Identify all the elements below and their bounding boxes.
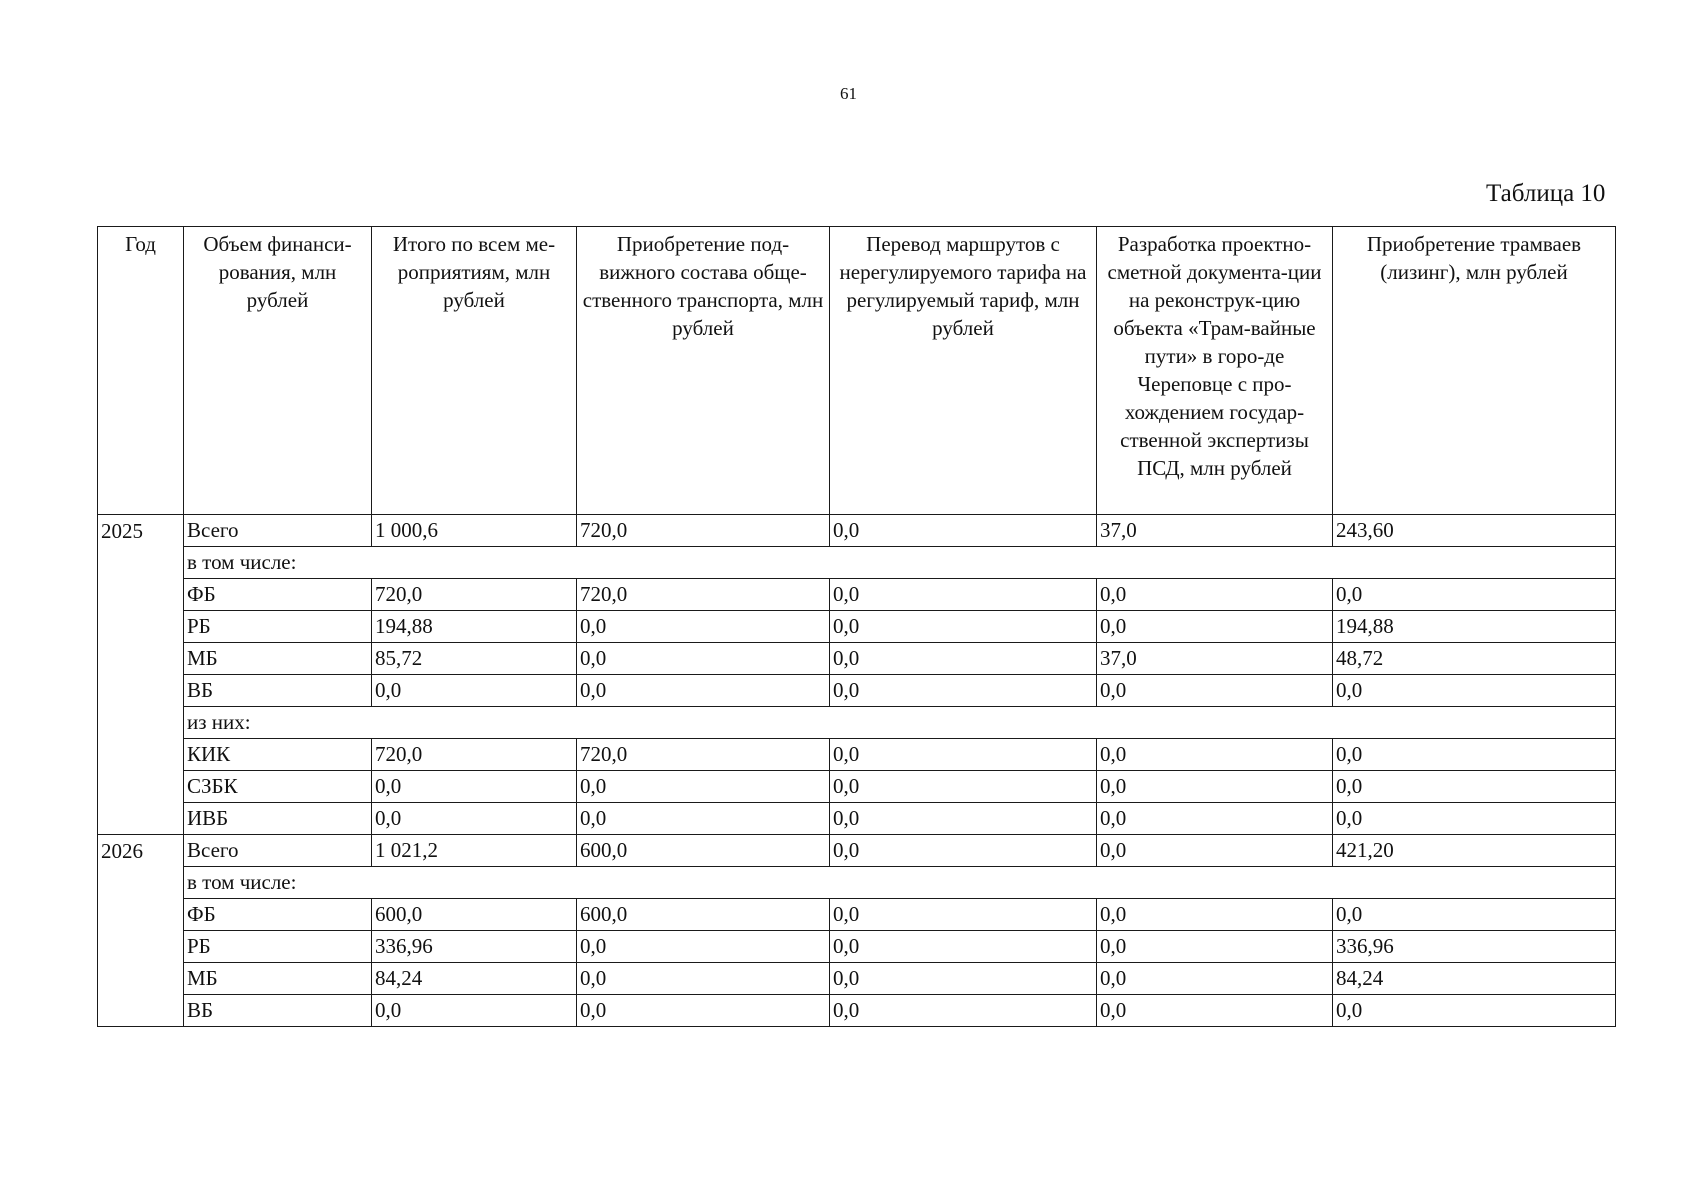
value-cell: 0,0 (577, 995, 830, 1027)
header-volume: Объем финанси-рования, млн рублей (184, 227, 372, 515)
year-cell: 2026 (98, 835, 184, 1027)
table-row (98, 931, 1616, 963)
value-cell: 0,0 (1333, 771, 1616, 803)
value-cell: 194,88 (372, 611, 577, 643)
subheader-row (98, 547, 1616, 579)
value-cell: 0,0 (1333, 803, 1616, 835)
value-cell: 1 000,6 (372, 515, 577, 547)
value-cell: 37,0 (1097, 515, 1333, 547)
value-cell: 0,0 (830, 995, 1097, 1027)
row-label: КИК (184, 739, 372, 771)
header-total: Итого по всем ме-роприятиям, млн рублей (372, 227, 577, 515)
value-cell: 243,60 (1333, 515, 1616, 547)
subheader-label: в том числе: (184, 547, 1616, 579)
row-label: ВБ (184, 675, 372, 707)
value-cell: 600,0 (372, 899, 577, 931)
table-row (98, 803, 1616, 835)
header-design: Разработка проектно-сметной документа-ции на реконструк-цию объекта «Трам-вайные пути» в горо-де Череповце с про-хождением государ-ственной экспертизы ПСД, млн рублей (1097, 227, 1333, 515)
table-row (98, 995, 1616, 1027)
value-cell: 0,0 (830, 611, 1097, 643)
value-cell: 0,0 (1097, 771, 1333, 803)
value-cell: 0,0 (830, 579, 1097, 611)
value-cell: 720,0 (372, 579, 577, 611)
subheader-row (98, 867, 1616, 899)
value-cell: 0,0 (1333, 579, 1616, 611)
value-cell: 0,0 (372, 995, 577, 1027)
value-cell: 0,0 (830, 739, 1097, 771)
value-cell: 0,0 (372, 803, 577, 835)
table-row (98, 963, 1616, 995)
value-cell: 0,0 (577, 611, 830, 643)
value-cell: 84,24 (1333, 963, 1616, 995)
value-cell: 0,0 (1097, 579, 1333, 611)
row-label: МБ (184, 643, 372, 675)
value-cell: 0,0 (1097, 739, 1333, 771)
value-cell: 85,72 (372, 643, 577, 675)
table-row (98, 899, 1616, 931)
value-cell: 0,0 (830, 835, 1097, 867)
row-label: МБ (184, 963, 372, 995)
header-year: Год (98, 227, 184, 515)
value-cell: 0,0 (372, 675, 577, 707)
row-label: СЗБК (184, 771, 372, 803)
value-cell: 0,0 (1097, 995, 1333, 1027)
value-cell: 1 021,2 (372, 835, 577, 867)
row-label: ФБ (184, 899, 372, 931)
value-cell: 0,0 (577, 963, 830, 995)
row-label: ФБ (184, 579, 372, 611)
value-cell: 0,0 (1333, 995, 1616, 1027)
value-cell: 0,0 (577, 803, 830, 835)
value-cell: 0,0 (1097, 675, 1333, 707)
header-rolling-stock: Приобретение под-вижного состава обще-ственного транспорта, млн рублей (577, 227, 830, 515)
value-cell: 0,0 (1097, 611, 1333, 643)
value-cell: 336,96 (1333, 931, 1616, 963)
row-label: РБ (184, 611, 372, 643)
value-cell: 194,88 (1333, 611, 1616, 643)
header-tariff: Перевод маршрутов с нерегулируемого тарифа на регулируемый тариф, млн рублей (830, 227, 1097, 515)
value-cell: 0,0 (1097, 931, 1333, 963)
header-row (98, 227, 1616, 515)
value-cell: 0,0 (1097, 803, 1333, 835)
subheader-row (98, 707, 1616, 739)
value-cell: 48,72 (1333, 643, 1616, 675)
value-cell: 0,0 (577, 771, 830, 803)
table-row (98, 643, 1616, 675)
value-cell: 720,0 (577, 579, 830, 611)
row-label: ИВБ (184, 803, 372, 835)
value-cell: 0,0 (1333, 899, 1616, 931)
value-cell: 336,96 (372, 931, 577, 963)
value-cell: 0,0 (830, 931, 1097, 963)
value-cell: 720,0 (577, 739, 830, 771)
value-cell: 0,0 (1333, 739, 1616, 771)
value-cell: 0,0 (577, 643, 830, 675)
value-cell: 0,0 (577, 931, 830, 963)
financing-table (97, 226, 1616, 1027)
value-cell: 0,0 (1333, 675, 1616, 707)
table-row (98, 739, 1616, 771)
value-cell: 600,0 (577, 835, 830, 867)
value-cell: 0,0 (372, 771, 577, 803)
year-cell: 2025 (98, 515, 184, 835)
value-cell: 421,20 (1333, 835, 1616, 867)
value-cell: 0,0 (830, 515, 1097, 547)
value-cell: 0,0 (1097, 963, 1333, 995)
value-cell: 0,0 (830, 643, 1097, 675)
value-cell: 0,0 (830, 899, 1097, 931)
value-cell: 600,0 (577, 899, 830, 931)
value-cell: 0,0 (830, 963, 1097, 995)
table-row (98, 675, 1616, 707)
table-row (98, 611, 1616, 643)
value-cell: 720,0 (577, 515, 830, 547)
value-cell: 0,0 (1097, 835, 1333, 867)
row-label: РБ (184, 931, 372, 963)
page-number: 61 (840, 84, 857, 103)
table-row (98, 515, 1616, 547)
subheader-label: в том числе: (184, 867, 1616, 899)
value-cell: 0,0 (830, 771, 1097, 803)
table-caption: Таблица 10 (1486, 180, 1606, 207)
table-row (98, 835, 1616, 867)
row-label: ВБ (184, 995, 372, 1027)
row-label: Всего (184, 515, 372, 547)
table-body (98, 515, 1616, 1027)
header-trams: Приобретение трамваев (лизинг), млн рублей (1333, 227, 1616, 515)
table-row (98, 579, 1616, 611)
value-cell: 0,0 (1097, 899, 1333, 931)
value-cell: 37,0 (1097, 643, 1333, 675)
value-cell: 0,0 (577, 675, 830, 707)
subheader-label: из них: (184, 707, 1616, 739)
value-cell: 0,0 (830, 803, 1097, 835)
value-cell: 84,24 (372, 963, 577, 995)
table-row (98, 771, 1616, 803)
value-cell: 720,0 (372, 739, 577, 771)
value-cell: 0,0 (830, 675, 1097, 707)
row-label: Всего (184, 835, 372, 867)
